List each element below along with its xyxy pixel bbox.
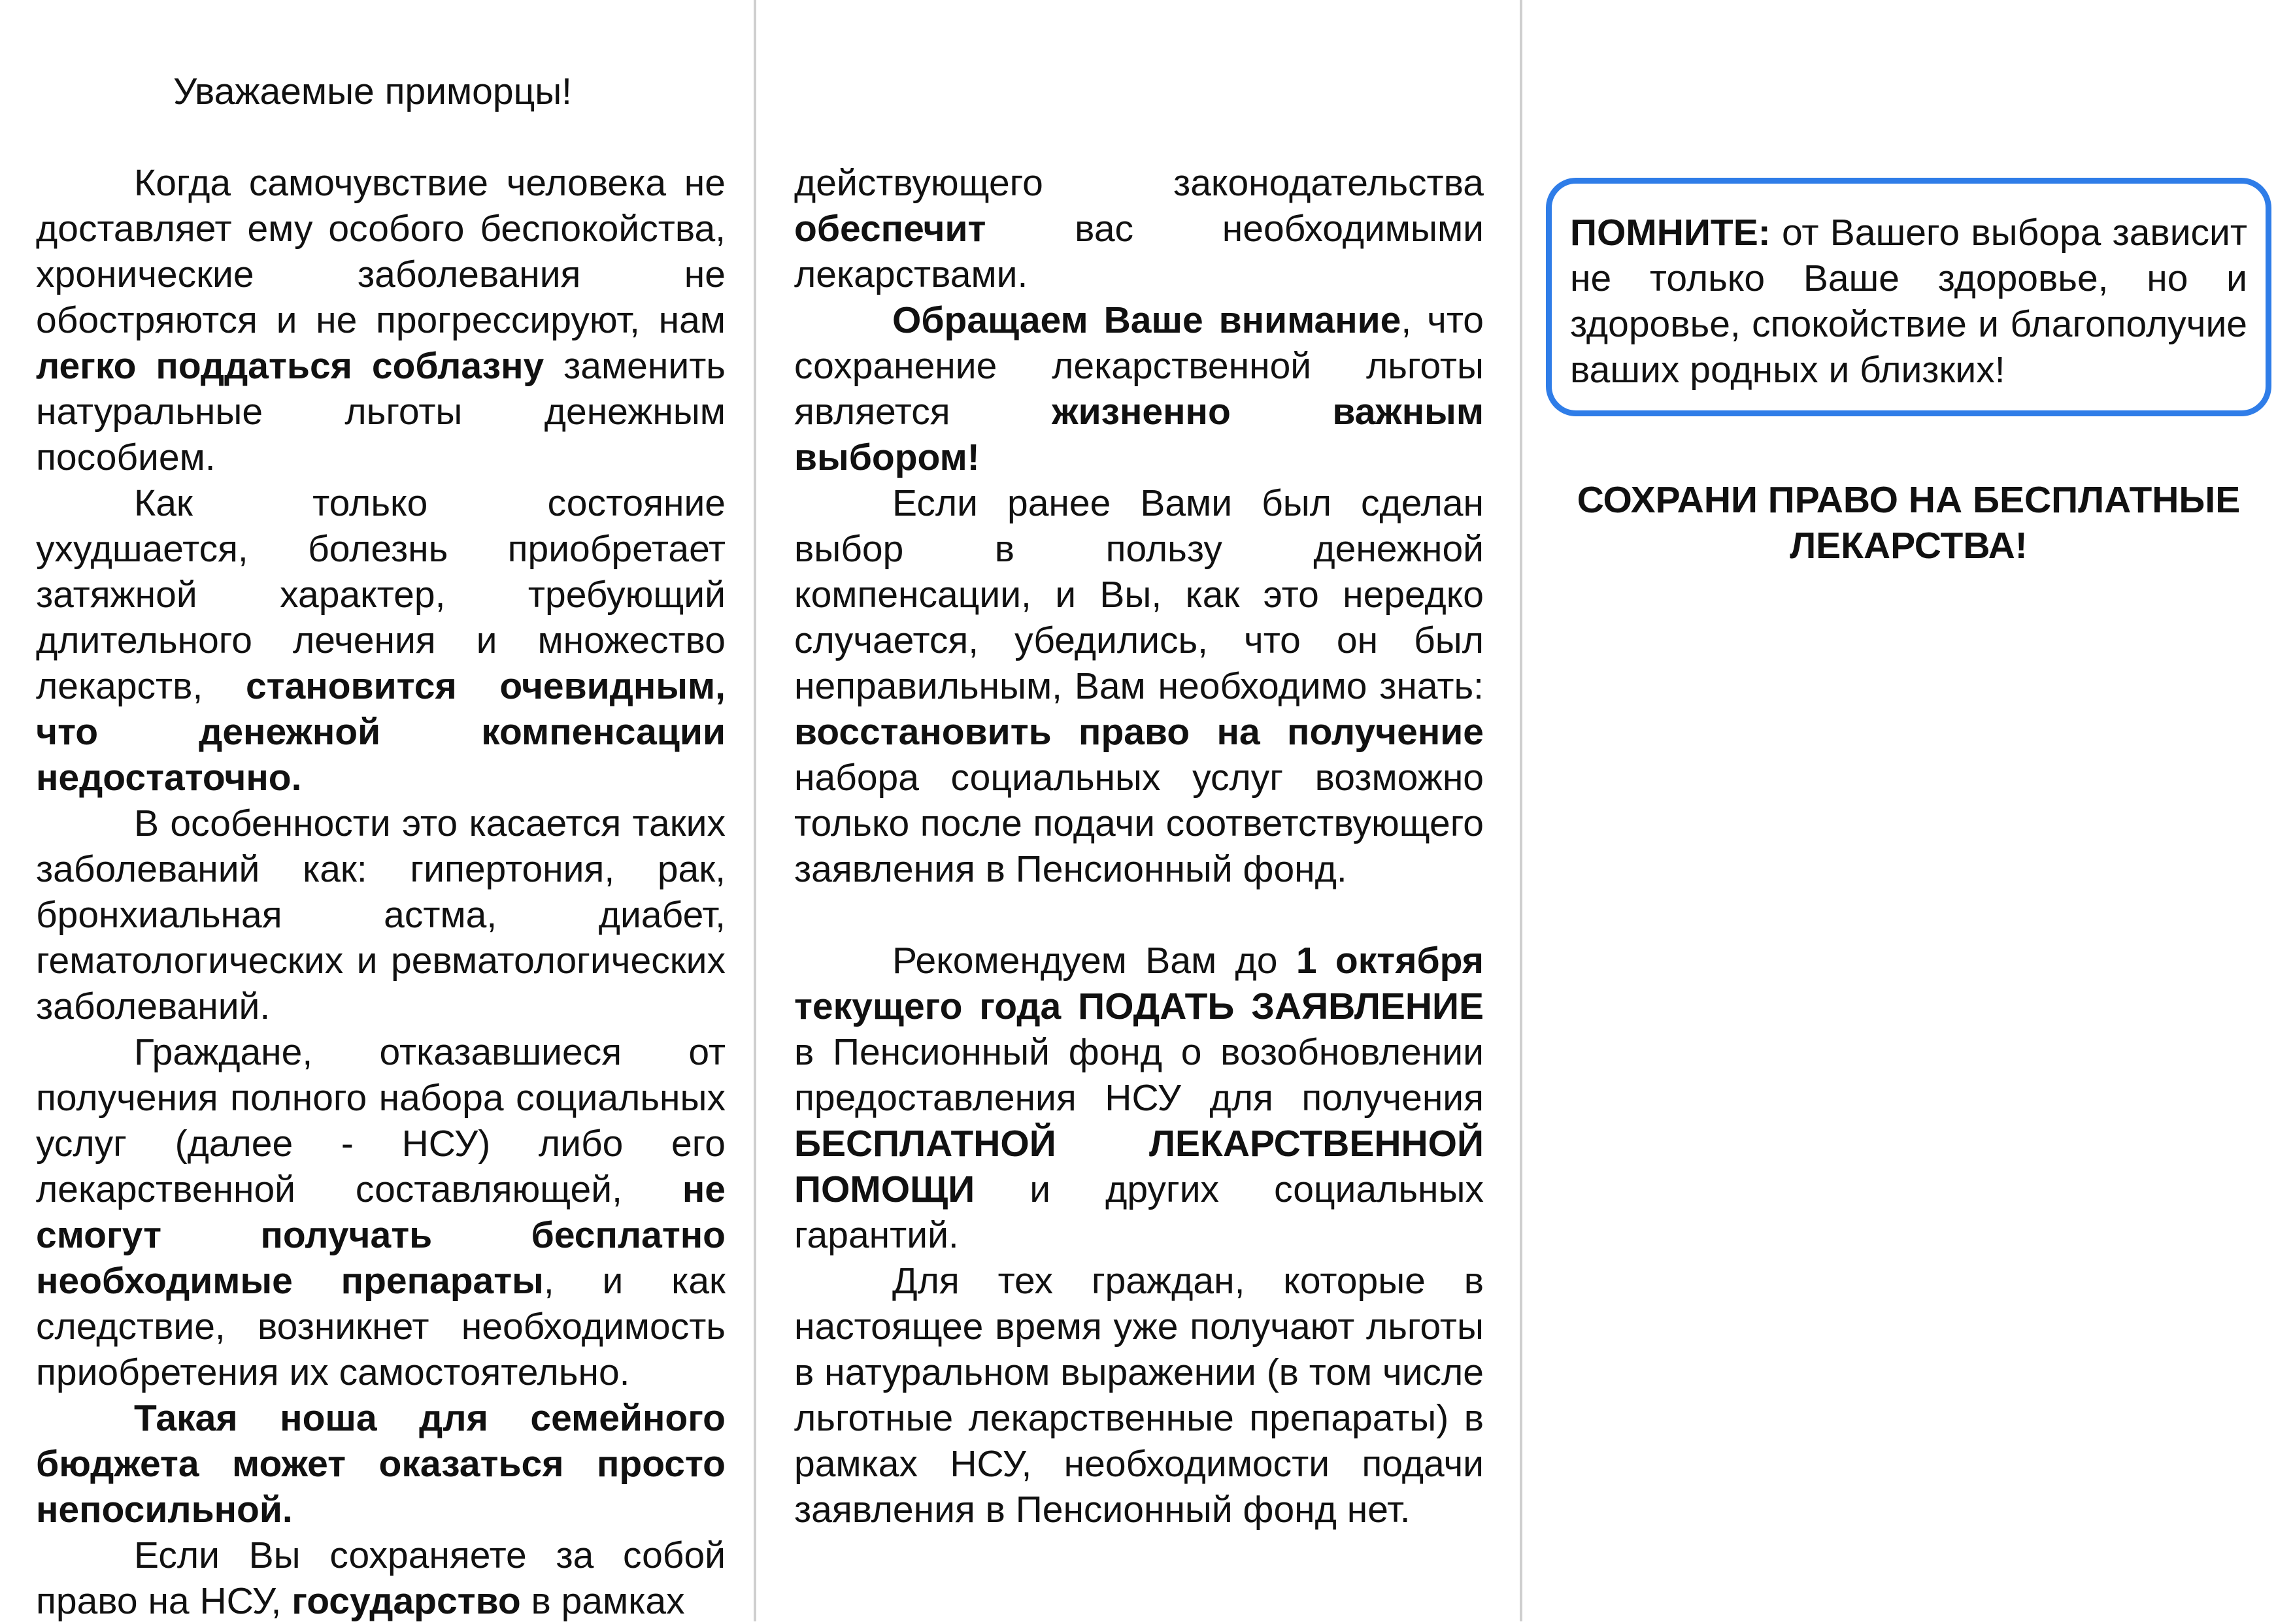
paragraph-recommendation: Рекомендуем Вам до 1 октября текущего года ПОДАТЬ ЗАЯВЛЕНИЕ в Пенсионный фонд о возобновлении предоставления НСУ для получения БЕСПЛАТНОЙ ЛЕКАРСТВЕННОЙ ПОМОЩИ и других социальных гарантий. — [794, 940, 1484, 1256]
fold-divider-2 — [1520, 0, 1522, 1621]
paragraph-keep-right: Если Вы сохраняете за собой право на НСУ, государство в рамках — [36, 1534, 726, 1622]
spacer — [794, 892, 1484, 938]
remember-notice-box — [1546, 178, 2271, 416]
paragraph-already-receiving: Для тех граждан, которые в настоящее время уже получают льготы в натуральном выражении (в том числе льготные лекарственные препараты) в рамках НСУ, необходимости подачи заявления в Пенсионный фонд нет. — [794, 1260, 1484, 1531]
paragraph-legislation: действующего законодательства обеспечит вас необходимыми лекарствами. — [794, 162, 1484, 295]
paragraph-attention: Обращаем Ваше внимание, что сохранение лекарственной льготы является жизненно важным выбором! — [794, 299, 1484, 478]
paragraph-refusal: Граждане, отказавшиеся от получения полного набора социальных услуг (далее - НСУ) либо его лекарственной составляющей, не смогут получать бесплатно необходимые препараты, и как следствие, возникнет необходимость приобретения их самостоятельно. — [36, 1031, 726, 1393]
greeting-heading: Уважаемые приморцы! — [173, 71, 573, 112]
paragraph-condition-worsens: Как только состояние ухудшается, болезнь приобретает затяжной характер, требующий длительного лечения и множество лекарств, становится очевидным, что денежной компенсации недостаточно. — [36, 482, 726, 799]
paragraph-burden: Такая ноша для семейного бюджета может оказаться просто непосильной. — [36, 1397, 726, 1531]
fold-divider-1 — [754, 0, 756, 1621]
panel-middle-text — [794, 160, 1484, 1533]
notice-label: ПОМНИТЕ: — [1570, 212, 1771, 254]
paragraph-restore-right: Если ранее Вами был сделан выбор в пользу денежной компенсации, и Вы, как это нередко случается, убедились, что он был неправильным, Вам необходимо знать: восстановить право на получение набора социальных услуг возможно только после подачи соответствующего заявления в Пенсионный фонд. — [794, 482, 1484, 890]
paragraph-wellbeing: Когда самочувствие человека не доставляет ему особого беспокойства, хронические заболевания не обостряются и не прогрессируют, нам легко поддаться соблазну заменить натуральные льготы денежным пособием. — [36, 162, 726, 478]
notice-text: от Вашего выбора зависит не только Ваше здоровье, но и здоровье, спокойствие и благополучие ваших родных и близких! — [1570, 212, 2247, 391]
paragraph-diseases: В особенности это касается таких заболеваний как: гипертония, рак, бронхиальная астма, диабет, гематологических и ревматологических заболеваний. — [36, 803, 726, 1027]
panel-left-text — [36, 160, 726, 1624]
slogan-heading: СОХРАНИ ПРАВО НА БЕСПЛАТНЫЕ ЛЕКАРСТВА! — [1577, 479, 2241, 567]
